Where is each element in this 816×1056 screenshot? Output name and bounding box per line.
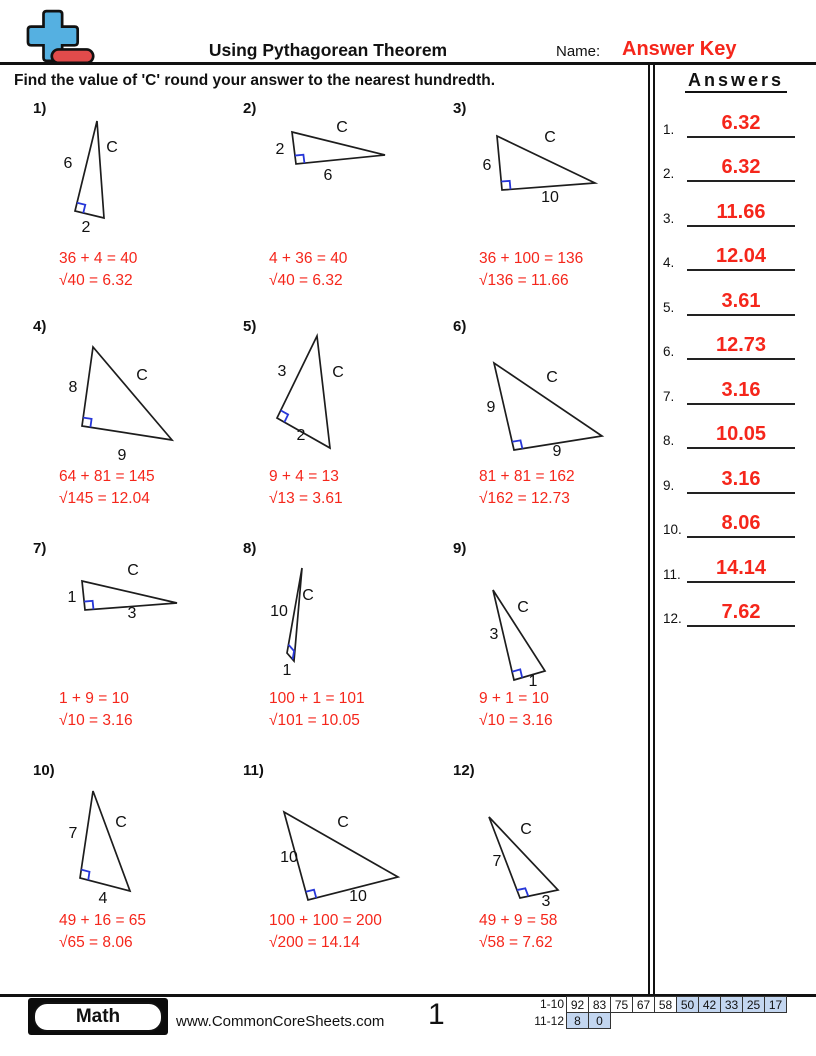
answer-line bbox=[687, 422, 795, 449]
answer-number: 8. bbox=[663, 433, 675, 448]
answer-number: 7. bbox=[663, 389, 675, 404]
triangle-figure bbox=[235, 328, 435, 478]
work-line: √162 = 12.73 bbox=[479, 490, 570, 507]
answer-line bbox=[687, 111, 795, 138]
work-shown bbox=[269, 466, 343, 510]
side-label: 3 bbox=[489, 626, 499, 643]
triangle-shape bbox=[292, 132, 385, 164]
page-number: 1 bbox=[428, 998, 445, 1031]
answer-value: 6.32 bbox=[721, 156, 761, 178]
work-shown bbox=[269, 248, 347, 292]
problem-number: 11) bbox=[243, 762, 264, 779]
problem-3 bbox=[445, 100, 655, 315]
triangle-figure bbox=[25, 772, 225, 922]
answer-row-7 bbox=[655, 377, 805, 405]
work-shown bbox=[479, 466, 575, 510]
answer-line bbox=[687, 333, 795, 360]
side-label: 7 bbox=[492, 853, 502, 870]
work-line: √101 = 10.05 bbox=[269, 712, 360, 729]
side-label: 3 bbox=[127, 605, 137, 622]
work-line: 36 + 4 = 40 bbox=[59, 250, 138, 267]
score-cell: 50 bbox=[676, 996, 699, 1013]
hypotenuse-label: C bbox=[127, 562, 139, 579]
side-label: 2 bbox=[81, 219, 91, 236]
answer-row-10 bbox=[655, 510, 805, 538]
side-label: 3 bbox=[541, 893, 551, 910]
page-title: Using Pythagorean Theorem bbox=[208, 40, 448, 60]
answer-number: 5. bbox=[663, 300, 675, 315]
side-label: 6 bbox=[323, 167, 333, 184]
work-line: 49 + 16 = 65 bbox=[59, 912, 147, 929]
work-line: √10 = 3.16 bbox=[59, 712, 133, 729]
answer-number: 9. bbox=[663, 478, 675, 493]
hypotenuse-label: C bbox=[520, 821, 532, 838]
work-line: √200 = 14.14 bbox=[269, 934, 360, 951]
answer-value: 8.06 bbox=[721, 512, 761, 534]
score-cell: 42 bbox=[698, 996, 721, 1013]
triangle-figure bbox=[235, 110, 435, 260]
answer-line bbox=[687, 155, 795, 182]
problem-6 bbox=[445, 318, 655, 533]
side-label: 10 bbox=[270, 603, 288, 620]
work-line: √40 = 6.32 bbox=[269, 272, 343, 289]
problem-4 bbox=[25, 318, 235, 533]
answer-row-6 bbox=[655, 332, 805, 360]
side-label: 1 bbox=[528, 673, 538, 690]
work-line: 4 + 36 = 40 bbox=[269, 250, 348, 267]
problem-12 bbox=[445, 762, 655, 977]
work-line: √136 = 11.66 bbox=[479, 272, 569, 289]
score-cell: 8 bbox=[566, 1012, 589, 1029]
answer-value: 14.14 bbox=[715, 557, 767, 579]
side-label: 2 bbox=[275, 141, 285, 158]
side-label: 9 bbox=[552, 443, 562, 460]
work-shown bbox=[479, 248, 583, 292]
triangle-shape bbox=[82, 347, 172, 440]
triangle-figure bbox=[235, 772, 435, 922]
triangle-figure bbox=[445, 110, 645, 260]
problem-1 bbox=[25, 100, 235, 315]
answer-value: 3.16 bbox=[721, 468, 761, 490]
work-line: √10 = 3.16 bbox=[479, 712, 553, 729]
problem-8 bbox=[235, 540, 445, 755]
answer-number: 4. bbox=[663, 255, 675, 270]
work-line: 81 + 81 = 162 bbox=[479, 468, 575, 485]
triangle-shape bbox=[80, 791, 130, 891]
answer-line bbox=[687, 467, 795, 494]
answer-number: 10. bbox=[663, 522, 682, 537]
work-shown bbox=[59, 248, 137, 292]
work-line: √40 = 6.32 bbox=[59, 272, 133, 289]
problem-number: 2) bbox=[243, 100, 257, 117]
score-table bbox=[518, 996, 787, 1030]
hypotenuse-label: C bbox=[106, 139, 118, 156]
work-line: 1 + 9 = 10 bbox=[59, 690, 129, 707]
hypotenuse-label: C bbox=[337, 814, 349, 831]
work-shown bbox=[479, 910, 557, 954]
answer-number: 3. bbox=[663, 211, 675, 226]
work-line: 64 + 81 = 145 bbox=[59, 468, 155, 485]
problem-11 bbox=[235, 762, 445, 977]
work-line: 100 + 1 = 101 bbox=[269, 690, 365, 707]
answer-value: 3.61 bbox=[721, 290, 761, 312]
answer-row-3 bbox=[655, 199, 805, 227]
instruction-text: Find the value of 'C' round your answer to the nearest hundredth. bbox=[14, 72, 496, 89]
problem-7 bbox=[25, 540, 235, 755]
triangle-figure bbox=[445, 328, 645, 478]
score-cell: 83 bbox=[588, 996, 611, 1013]
side-label: 6 bbox=[63, 155, 73, 172]
triangle-figure bbox=[25, 110, 225, 260]
triangle-figure bbox=[25, 328, 225, 478]
work-shown bbox=[59, 688, 133, 732]
score-cell: 25 bbox=[742, 996, 765, 1013]
work-line: 36 + 100 = 136 bbox=[479, 250, 584, 267]
answers-title-text: Answers bbox=[685, 70, 787, 93]
score-cell: 33 bbox=[720, 996, 743, 1013]
problem-2 bbox=[235, 100, 445, 315]
work-line: √65 = 8.06 bbox=[59, 934, 133, 951]
problem-number: 8) bbox=[243, 540, 257, 557]
hypotenuse-label: C bbox=[336, 119, 348, 136]
hypotenuse-label: C bbox=[302, 587, 314, 604]
score-cell: 17 bbox=[764, 996, 787, 1013]
answers-title bbox=[656, 70, 816, 91]
website-link[interactable]: www.CommonCoreSheets.com bbox=[176, 1013, 385, 1030]
answer-value: 6.32 bbox=[721, 112, 761, 134]
score-cell: 0 bbox=[588, 1012, 611, 1029]
name-label: Name: bbox=[556, 43, 601, 60]
answer-row-2 bbox=[655, 154, 805, 182]
answer-value: 3.16 bbox=[721, 379, 761, 401]
answer-number: 2. bbox=[663, 166, 675, 181]
side-label: 10 bbox=[349, 888, 367, 905]
score-row-11-12 bbox=[518, 1013, 787, 1030]
answer-number: 6. bbox=[663, 344, 675, 359]
problem-number: 6) bbox=[453, 318, 467, 335]
problem-number: 4) bbox=[33, 318, 47, 335]
triangle-figure bbox=[445, 772, 645, 922]
answer-line bbox=[687, 378, 795, 405]
problem-number: 7) bbox=[33, 540, 47, 557]
hypotenuse-label: C bbox=[115, 814, 127, 831]
score-cell: 58 bbox=[654, 996, 677, 1013]
answer-line bbox=[687, 556, 795, 583]
problem-number: 9) bbox=[453, 540, 467, 557]
triangle-figure bbox=[235, 550, 435, 700]
work-shown bbox=[59, 466, 155, 510]
side-label: 9 bbox=[486, 399, 496, 416]
triangle-shape bbox=[287, 568, 302, 661]
header-rule bbox=[0, 62, 816, 65]
answer-line bbox=[687, 600, 795, 627]
work-shown bbox=[59, 910, 146, 954]
hypotenuse-label: C bbox=[517, 599, 529, 616]
answer-key-text: Answer Key bbox=[622, 38, 737, 60]
answer-row-5 bbox=[655, 288, 805, 316]
answer-line bbox=[687, 244, 795, 271]
work-line: √58 = 7.62 bbox=[479, 934, 553, 951]
problem-number: 12) bbox=[453, 762, 475, 779]
work-shown bbox=[479, 688, 553, 732]
answer-value: 10.05 bbox=[715, 423, 767, 445]
problem-10 bbox=[25, 762, 235, 977]
work-line: 49 + 9 = 58 bbox=[479, 912, 558, 929]
answer-value: 11.66 bbox=[716, 201, 766, 223]
side-label: 10 bbox=[280, 849, 298, 866]
answer-line bbox=[687, 511, 795, 538]
answer-number: 12. bbox=[663, 611, 682, 626]
score-row-1-10 bbox=[518, 996, 787, 1013]
answer-number: 11. bbox=[663, 567, 681, 582]
answer-line bbox=[687, 289, 795, 316]
side-label: 7 bbox=[68, 825, 78, 842]
side-label: 1 bbox=[67, 589, 77, 606]
answer-line bbox=[687, 200, 795, 227]
answer-row-1 bbox=[655, 110, 805, 138]
side-label: 3 bbox=[277, 363, 287, 380]
side-label: 2 bbox=[296, 427, 306, 444]
problem-number: 1) bbox=[33, 100, 47, 117]
answer-row-4 bbox=[655, 243, 805, 271]
answer-value: 12.04 bbox=[715, 245, 767, 267]
answer-value: 7.62 bbox=[721, 601, 761, 623]
work-line: √145 = 12.04 bbox=[59, 490, 150, 507]
answer-row-8 bbox=[655, 421, 805, 449]
work-line: 9 + 1 = 10 bbox=[479, 690, 549, 707]
work-line: 100 + 100 = 200 bbox=[269, 912, 382, 929]
problem-number: 10) bbox=[33, 762, 55, 779]
hypotenuse-label: C bbox=[332, 364, 344, 381]
answer-row-11 bbox=[655, 555, 805, 583]
hypotenuse-label: C bbox=[546, 369, 558, 386]
side-label: 4 bbox=[98, 890, 108, 907]
answer-row-12 bbox=[655, 599, 805, 627]
side-label: 1 bbox=[282, 662, 292, 679]
problem-9 bbox=[445, 540, 655, 755]
score-row-label: 11-12 bbox=[534, 1014, 564, 1028]
work-shown bbox=[269, 688, 365, 732]
side-label: 6 bbox=[482, 157, 492, 174]
answer-row-9 bbox=[655, 466, 805, 494]
score-cell: 67 bbox=[632, 996, 655, 1013]
hypotenuse-label: C bbox=[544, 129, 556, 146]
answer-value: 12.73 bbox=[715, 334, 767, 356]
work-line: 9 + 4 = 13 bbox=[269, 468, 339, 485]
problem-number: 3) bbox=[453, 100, 467, 117]
problem-number: 5) bbox=[243, 318, 257, 335]
work-line: √13 = 3.61 bbox=[269, 490, 343, 507]
side-label: 9 bbox=[117, 447, 127, 464]
side-label: 8 bbox=[68, 379, 78, 396]
triangle-figure bbox=[25, 550, 225, 700]
subject-badge bbox=[28, 998, 168, 1035]
score-cell: 75 bbox=[610, 996, 633, 1013]
hypotenuse-label: C bbox=[136, 367, 148, 384]
answer-number: 1. bbox=[663, 122, 675, 137]
triangle-figure bbox=[445, 550, 645, 700]
problem-5 bbox=[235, 318, 445, 533]
side-label: 10 bbox=[541, 189, 559, 206]
score-row-label: 1-10 bbox=[539, 997, 564, 1011]
work-shown bbox=[269, 910, 382, 954]
score-cell: 92 bbox=[566, 996, 589, 1013]
subject-badge-label: Math bbox=[33, 1002, 163, 1032]
